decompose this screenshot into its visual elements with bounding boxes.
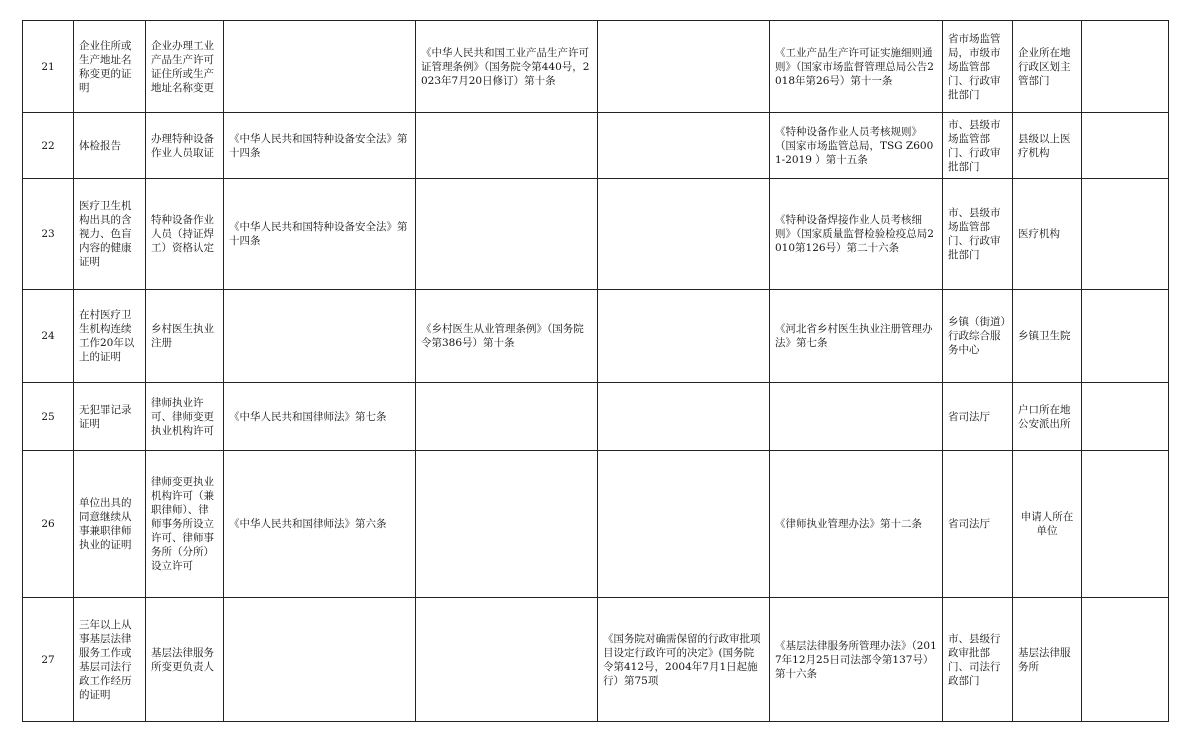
cell-service-item: 办理特种设备作业人员取证 — [146, 113, 224, 179]
cell-number: 26 — [23, 451, 74, 598]
cell-remark — [1082, 451, 1169, 598]
cell-remark — [1082, 383, 1169, 451]
cell-proof-material: 医疗卫生机构出具的含视力、色盲内容的健康证明 — [74, 179, 146, 290]
cell-decision-basis: 《国务院对确需保留的行政审批项目设定行政许可的决定》(国务院令第412号，2004年7月1日起施行）第75项 — [598, 598, 770, 722]
cell-handling-department: 省司法厅 — [943, 451, 1013, 598]
cell-decision-basis — [598, 451, 770, 598]
cell-proof-material: 三年以上从事基层法律服务工作或基层司法行政工作经历的证明 — [74, 598, 146, 722]
cell-law-basis: 《中华人民共和国律师法》第六条 — [224, 451, 416, 598]
table-row — [23, 451, 1169, 598]
cell-decision-basis — [598, 383, 770, 451]
cell-handling-department: 市、县级市场监管部门、行政审批部门 — [943, 179, 1013, 290]
cell-proof-material: 企业住所或生产地址名称变更的证明 — [74, 21, 146, 113]
cell-proof-material: 体检报告 — [74, 113, 146, 179]
table-row — [23, 113, 1169, 179]
cell-issuing-unit: 乡镇卫生院 — [1013, 290, 1082, 383]
cell-proof-material: 在村医疗卫生机构连续工作20年以上的证明 — [74, 290, 146, 383]
cell-rule-basis — [770, 383, 943, 451]
cell-service-item: 企业办理工业产品生产许可证住所或生产地址名称变更 — [146, 21, 224, 113]
cell-remark — [1082, 179, 1169, 290]
table-row — [23, 21, 1169, 113]
cell-issuing-unit: 医疗机构 — [1013, 179, 1082, 290]
cell-service-item: 乡村医生执业注册 — [146, 290, 224, 383]
cell-law-basis: 《中华人民共和国特种设备安全法》第十四条 — [224, 113, 416, 179]
cell-issuing-unit: 县级以上医疗机构 — [1013, 113, 1082, 179]
certificate-list-table — [22, 20, 1169, 722]
cell-remark — [1082, 290, 1169, 383]
cell-handling-department: 省市场监管局，市级市场监管部门、行政审批部门 — [943, 21, 1013, 113]
cell-issuing-unit: 申请人所在单位 — [1013, 451, 1082, 598]
cell-number: 25 — [23, 383, 74, 451]
cell-rule-basis: 《基层法律服务所管理办法》（2017年12月25日司法部令第137号）第十六条 — [770, 598, 943, 722]
cell-law-basis: 《中华人民共和国律师法》第七条 — [224, 383, 416, 451]
cell-regulation-basis — [416, 113, 598, 179]
cell-number: 27 — [23, 598, 74, 722]
cell-rule-basis: 《律师执业管理办法》第十二条 — [770, 451, 943, 598]
table-row — [23, 179, 1169, 290]
cell-rule-basis: 《工业产品生产许可证实施细则通则》（国家市场监督管理总局公告2018年第26号）第十一条 — [770, 21, 943, 113]
cell-issuing-unit: 基层法律服务所 — [1013, 598, 1082, 722]
table-row — [23, 383, 1169, 451]
cell-decision-basis — [598, 290, 770, 383]
cell-proof-material: 无犯罪记录证明 — [74, 383, 146, 451]
cell-rule-basis: 《特种设备焊接作业人员考核细则》（国家质量监督检验检疫总局2010第126号）第二十六条 — [770, 179, 943, 290]
cell-service-item: 基层法律服务所变更负责人 — [146, 598, 224, 722]
table-row — [23, 598, 1169, 722]
cell-law-basis — [224, 598, 416, 722]
cell-regulation-basis — [416, 179, 598, 290]
cell-rule-basis: 《特种设备作业人员考核规则》（国家市场监管总局，TSG Z6001-2019 ）第十五条 — [770, 113, 943, 179]
cell-issuing-unit: 企业所在地行政区划主管部门 — [1013, 21, 1082, 113]
cell-service-item: 特种设备作业人员（持证焊工）资格认定 — [146, 179, 224, 290]
cell-service-item: 律师执业许可、律师变更执业机构许可 — [146, 383, 224, 451]
cell-number: 23 — [23, 179, 74, 290]
cell-number: 21 — [23, 21, 74, 113]
cell-number: 22 — [23, 113, 74, 179]
cell-remark — [1082, 113, 1169, 179]
cell-regulation-basis: 《乡村医生从业管理条例》（国务院令第386号）第十条 — [416, 290, 598, 383]
cell-law-basis — [224, 21, 416, 113]
cell-number: 24 — [23, 290, 74, 383]
cell-remark — [1082, 598, 1169, 722]
cell-law-basis: 《中华人民共和国特种设备安全法》第十四条 — [224, 179, 416, 290]
table-row — [23, 290, 1169, 383]
table-body — [23, 21, 1169, 722]
cell-service-item: 律师变更执业机构许可（兼职律师）、律师事务所设立许可、律师事务所（分所）设立许可 — [146, 451, 224, 598]
cell-regulation-basis — [416, 598, 598, 722]
cell-decision-basis — [598, 21, 770, 113]
cell-handling-department: 市、县级行政审批部门、司法行政部门 — [943, 598, 1013, 722]
cell-handling-department: 省司法厅 — [943, 383, 1013, 451]
cell-regulation-basis: 《中华人民共和国工业产品生产许可证管理条例》（国务院令第440号，2023年7月20日修订）第十条 — [416, 21, 598, 113]
cell-regulation-basis — [416, 383, 598, 451]
cell-handling-department: 乡镇（街道）行政综合服务中心 — [943, 290, 1013, 383]
cell-issuing-unit: 户口所在地公安派出所 — [1013, 383, 1082, 451]
cell-regulation-basis — [416, 451, 598, 598]
cell-handling-department: 市、县级市场监管部门、行政审批部门 — [943, 113, 1013, 179]
cell-law-basis — [224, 290, 416, 383]
cell-rule-basis: 《河北省乡村医生执业注册管理办法》第七条 — [770, 290, 943, 383]
cell-decision-basis — [598, 113, 770, 179]
cell-decision-basis — [598, 179, 770, 290]
cell-remark — [1082, 21, 1169, 113]
cell-proof-material: 单位出具的同意继续从事兼职律师执业的证明 — [74, 451, 146, 598]
